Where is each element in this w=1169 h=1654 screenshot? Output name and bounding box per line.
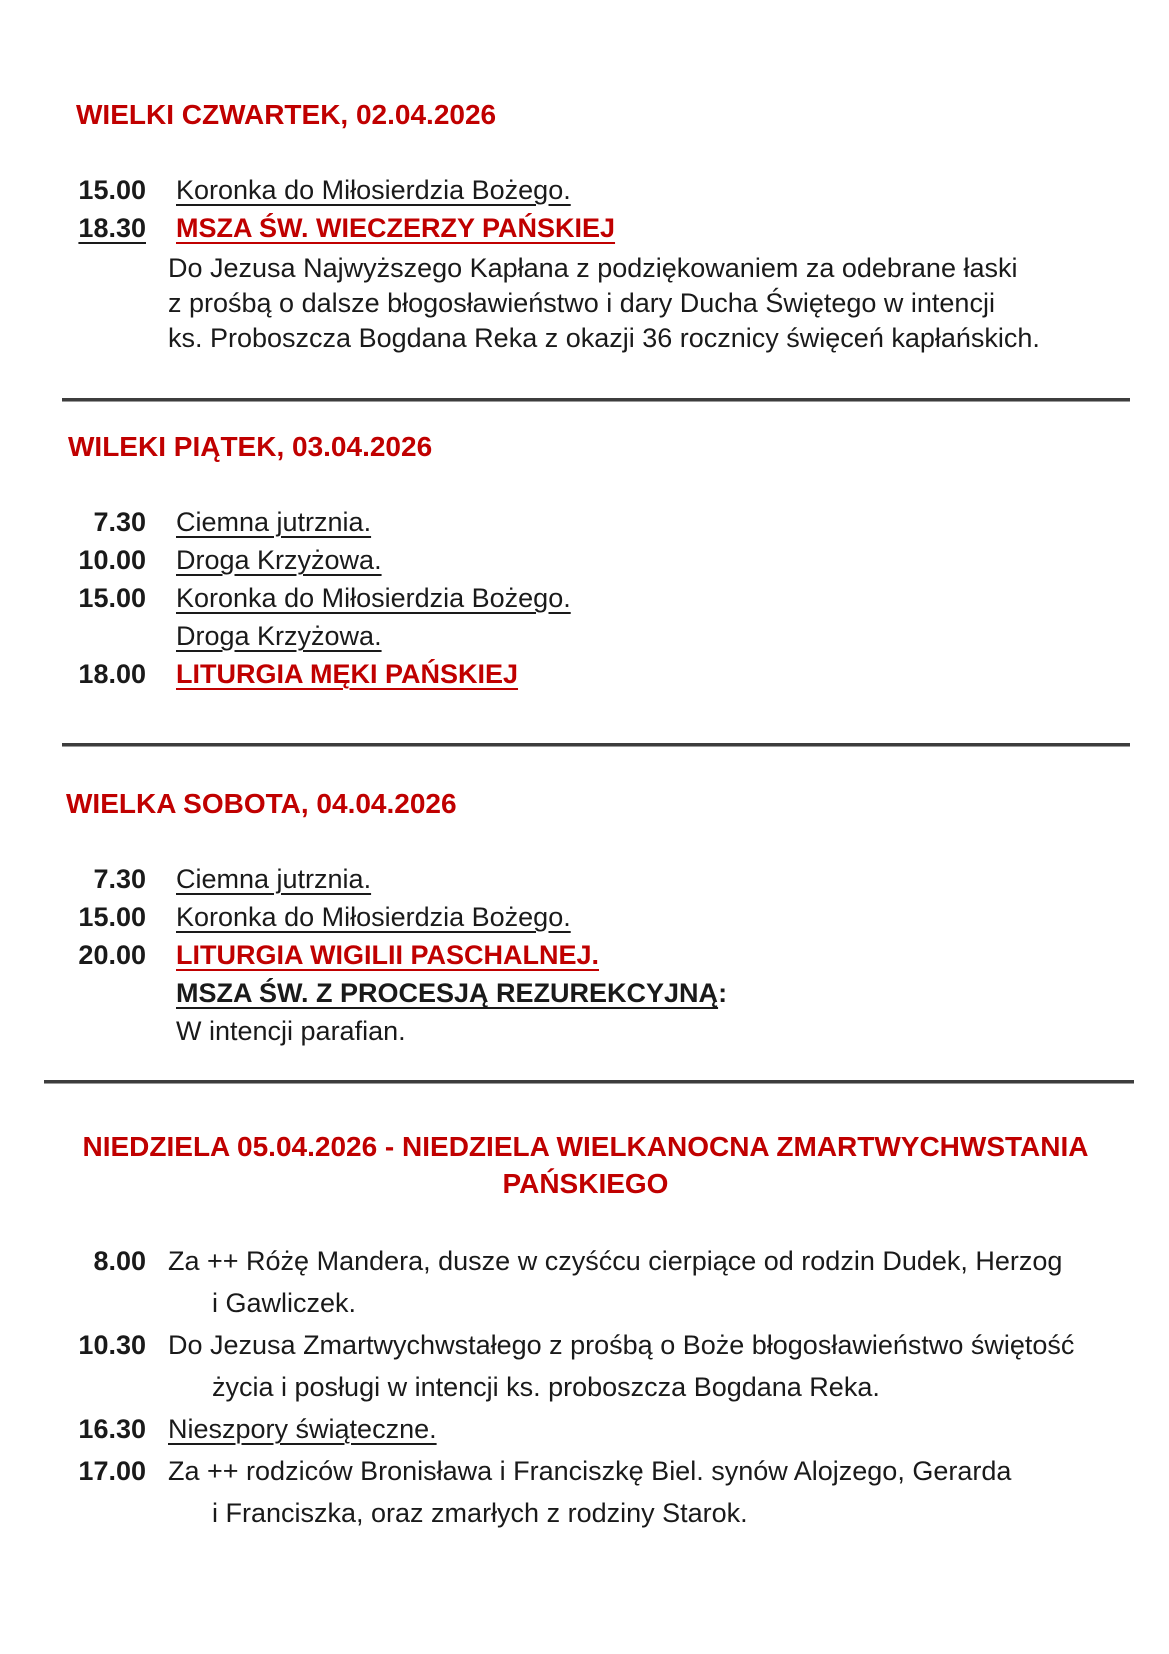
schedule-row	[62, 1414, 1129, 1444]
time-label: 18.30	[78, 213, 146, 243]
friday-schedule	[62, 507, 1129, 689]
event-text: Droga Krzyżowa.	[176, 545, 382, 575]
schedule-row	[62, 1016, 1129, 1046]
event-text-continuation: i Franciszka, oraz zmarłych z rodziny Starok.	[212, 1498, 748, 1528]
schedule-row	[62, 902, 1129, 932]
event-text: Koronka do Miłosierdzia Bożego.	[176, 902, 571, 932]
schedule-row	[62, 1330, 1129, 1360]
intention-line: Do Jezusa Najwyższego Kapłana z podziękowaniem za odebrane łaski	[168, 253, 1018, 283]
event-text	[176, 978, 727, 1008]
intention-line: ks. Proboszcza Bogdana Reka z okazji 36 rocznicy święceń kapłańskich.	[168, 323, 1040, 353]
mass-intention	[62, 251, 1129, 356]
schedule-row	[62, 583, 1129, 613]
saturday-schedule	[62, 864, 1129, 1046]
event-text: Ciemna jutrznia.	[176, 864, 372, 894]
time-label: 7.30	[93, 507, 146, 537]
time-label: 10.30	[78, 1330, 146, 1360]
schedule-row	[62, 978, 1129, 1008]
intention-line: z prośbą o dalsze błogosławieństwo i dary Ducha Świętego w intencji	[168, 288, 995, 318]
event-text: Do Jezusa Zmartwychwstałego z prośbą o Boże błogosławieństwo świętość	[168, 1330, 1075, 1360]
time-label: 18.00	[78, 659, 146, 689]
section-divider	[62, 398, 1130, 402]
schedule-row	[62, 213, 1129, 243]
event-text-continuation: życia i posługi w intencji ks. proboszcza Bogdana Reka.	[212, 1372, 880, 1402]
time-label: 15.00	[78, 175, 146, 205]
event-text: Za ++ Różę Mandera, dusze w czyśćcu cierpiące od rodzin Dudek, Herzog	[168, 1246, 1063, 1276]
time-label: 17.00	[78, 1456, 146, 1486]
event-text-main: MSZA ŚW. Z PROCESJĄ REZUREKCYJNĄ	[176, 978, 719, 1008]
event-text-suffix: :	[718, 978, 728, 1008]
schedule-row	[62, 507, 1129, 537]
event-text: MSZA ŚW. WIECZERZY PAŃSKIEJ	[176, 213, 616, 243]
thursday-schedule	[62, 175, 1129, 356]
section-title-saturday: WIELKA SOBOTA, 04.04.2026	[66, 788, 457, 819]
time-label: 10.00	[78, 545, 146, 575]
time-label: 16.30	[78, 1414, 146, 1444]
section-title-sunday-line2: PAŃSKIEGO	[502, 1168, 669, 1199]
event-text: Ciemna jutrznia.	[176, 507, 372, 537]
event-text: Za ++ rodziców Bronisława i Franciszkę Biel. synów Alojzego, Gerarda	[168, 1456, 1012, 1486]
time-label: 7.30	[93, 864, 146, 894]
section-title-sunday	[62, 1128, 1109, 1202]
time-label: 8.00	[93, 1246, 146, 1276]
schedule-row	[62, 1246, 1129, 1276]
schedule-row	[62, 659, 1129, 689]
time-label: 20.00	[78, 940, 146, 970]
section-title-friday: WILEKI PIĄTEK, 03.04.2026	[68, 431, 433, 462]
event-text: Droga Krzyżowa.	[176, 621, 382, 651]
section-title-sunday-line1: NIEDZIELA 05.04.2026 - NIEDZIELA WIELKANOCNA ZMARTWYCHWSTANIA	[82, 1131, 1089, 1162]
schedule-row	[62, 621, 1129, 651]
time-label: 15.00	[78, 902, 146, 932]
event-text: W intencji parafian.	[176, 1016, 406, 1046]
event-text: LITURGIA WIGILII PASCHALNEJ.	[176, 940, 599, 970]
schedule-row	[62, 175, 1129, 205]
schedule-row	[62, 1456, 1129, 1486]
section-divider	[62, 743, 1130, 747]
section-title-thursday: WIELKI CZWARTEK, 02.04.2026	[76, 99, 497, 130]
schedule-row	[62, 864, 1129, 894]
schedule-row	[62, 940, 1129, 970]
schedule-row	[62, 545, 1129, 575]
event-text: LITURGIA MĘKI PAŃSKIEJ	[176, 659, 519, 689]
section-divider	[44, 1080, 1134, 1084]
sunday-schedule	[62, 1246, 1129, 1528]
event-text: Koronka do Miłosierdzia Bożego.	[176, 175, 571, 205]
event-text: Nieszpory świąteczne.	[168, 1414, 437, 1444]
event-text: Koronka do Miłosierdzia Bożego.	[176, 583, 571, 613]
event-text-continuation: i Gawliczek.	[212, 1288, 357, 1318]
time-label: 15.00	[78, 583, 146, 613]
